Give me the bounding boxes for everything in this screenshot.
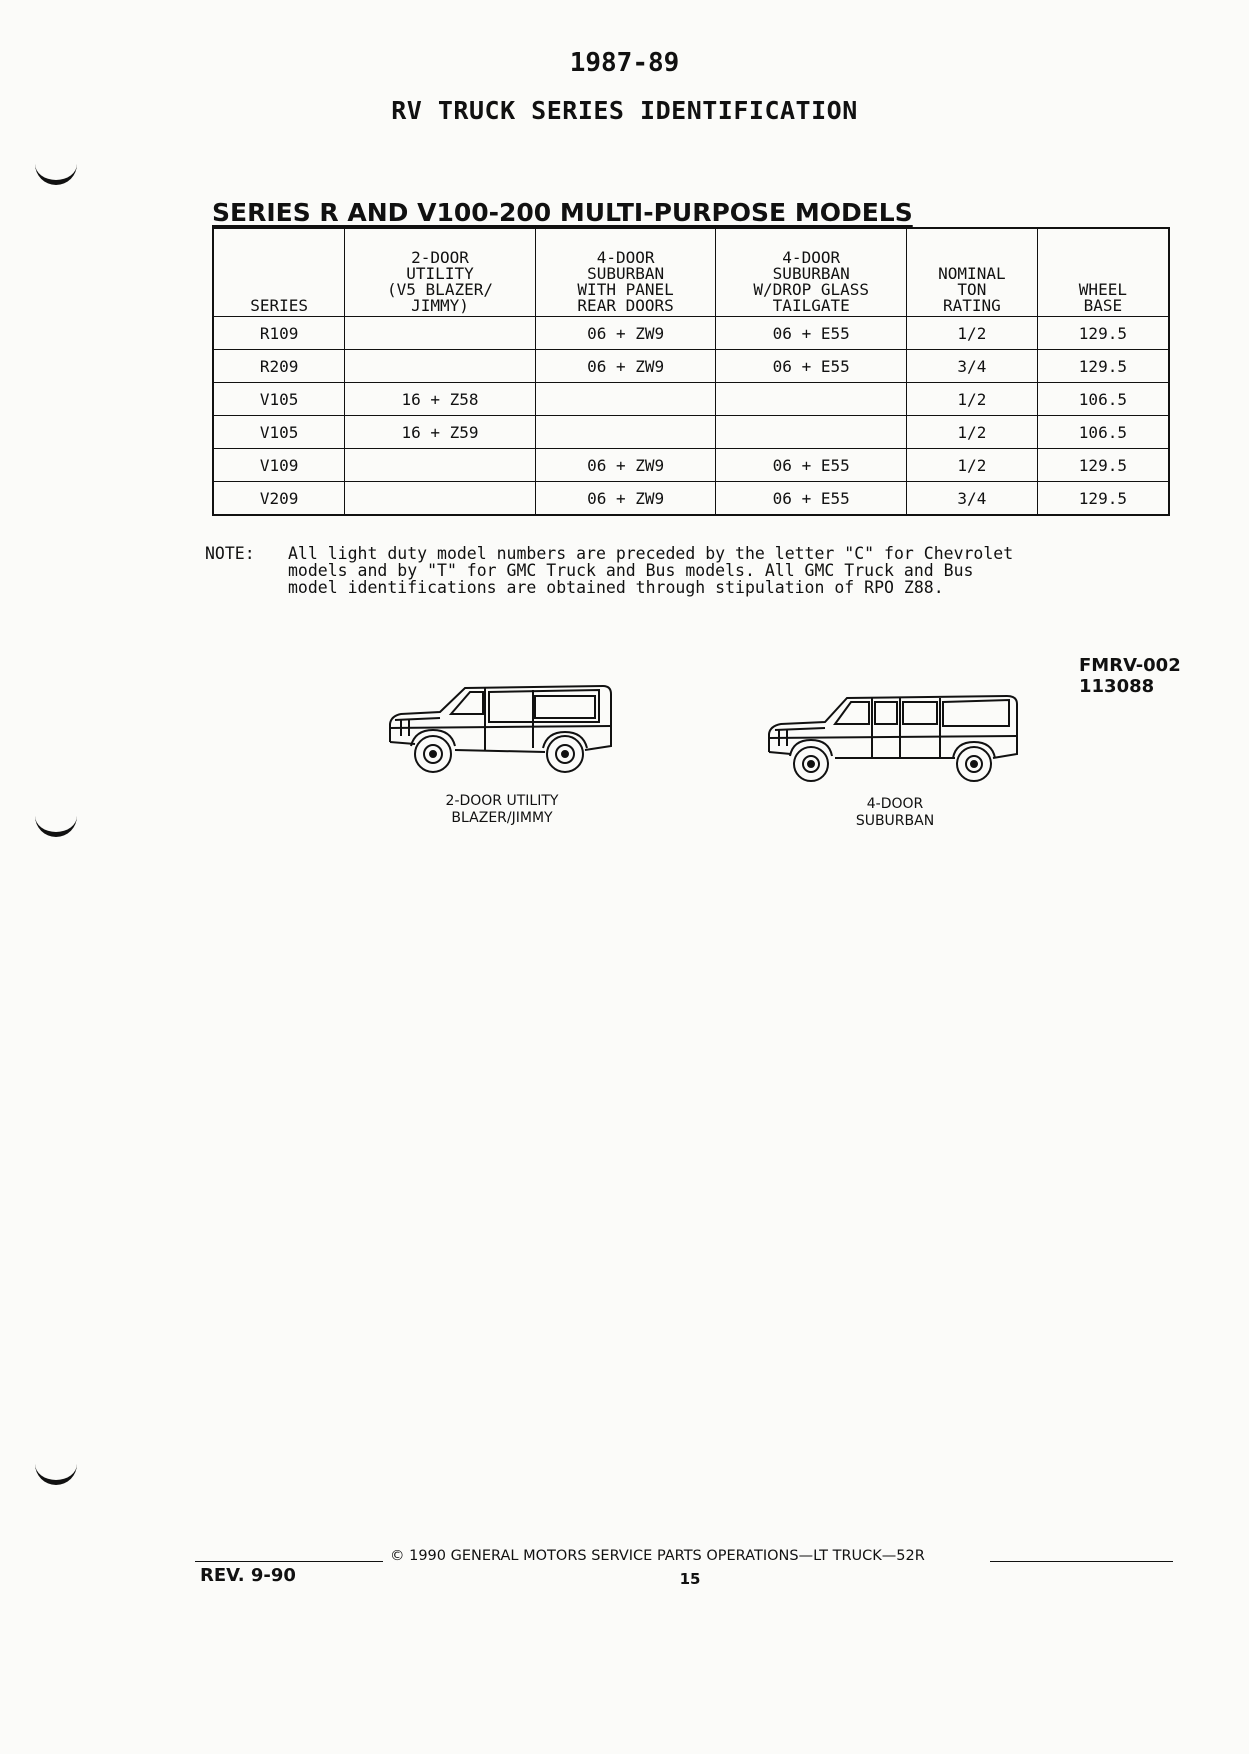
table-cell: V209 <box>213 482 345 516</box>
table-row <box>213 350 1169 383</box>
table-row <box>213 416 1169 449</box>
note-text: All light duty model numbers are preceded by the letter "C" for Chevrolet models and by "T" for GMC Truck and Bus models. All GMC Truck and Bus model identifications are obtained through stipulation of RPO Z88. <box>288 544 1014 597</box>
note-label: NOTE: <box>205 544 255 563</box>
table-cell: 129.5 <box>1037 449 1169 482</box>
table-cell: V105 <box>213 416 345 449</box>
table-row <box>213 317 1169 350</box>
col-header-suburban-panel: 4-DOOR SUBURBAN WITH PANEL REAR DOORS <box>535 228 716 317</box>
table-cell: 129.5 <box>1037 482 1169 516</box>
table-cell: 06 + E55 <box>716 449 907 482</box>
table-cell: 3/4 <box>907 350 1038 383</box>
table-cell: 06 + E55 <box>716 317 907 350</box>
table-cell: R209 <box>213 350 345 383</box>
table-cell: 129.5 <box>1037 317 1169 350</box>
table-cell: V109 <box>213 449 345 482</box>
footer-copyright: © 1990 GENERAL MOTORS SERVICE PARTS OPERATIONS—LT TRUCK—52R <box>390 1548 925 1564</box>
col-header-suburban-tailgate: 4-DOOR SUBURBAN W/DROP GLASS TAILGATE <box>716 228 907 317</box>
binder-punch-mark <box>35 814 77 837</box>
table-cell: 16 + Z59 <box>345 416 536 449</box>
table-cell: 1/2 <box>907 449 1038 482</box>
table-cell: V105 <box>213 383 345 416</box>
table-cell: 129.5 <box>1037 350 1169 383</box>
table-cell <box>345 449 536 482</box>
suburban-truck-icon <box>765 692 1025 792</box>
document-code <box>1079 655 1181 697</box>
document-code-line2: 113088 <box>1079 676 1155 697</box>
binder-punch-mark <box>35 162 77 185</box>
page-title: RV TRUCK SERIES IDENTIFICATION <box>391 96 858 125</box>
series-table <box>212 227 1170 516</box>
table-cell: 1/2 <box>907 317 1038 350</box>
document-code-line1: FMRV-002 <box>1079 655 1181 676</box>
table-row <box>213 482 1169 516</box>
table-title: SERIES R AND V100-200 MULTI-PURPOSE MODELS <box>212 198 913 227</box>
table-cell <box>345 317 536 350</box>
table-cell: 06 + ZW9 <box>535 482 716 516</box>
table-cell <box>345 350 536 383</box>
table-cell: 1/2 <box>907 416 1038 449</box>
col-header-ton-rating: NOMINAL TON RATING <box>907 228 1038 317</box>
table-cell: 106.5 <box>1037 416 1169 449</box>
footer-rule-right <box>990 1561 1173 1562</box>
table-cell <box>535 383 716 416</box>
blazer-truck-icon <box>385 680 615 785</box>
table-row <box>213 383 1169 416</box>
table-cell: 06 + E55 <box>716 482 907 516</box>
table-cell <box>716 383 907 416</box>
col-header-2door-utility: 2-DOOR UTILITY (V5 BLAZER/ JIMMY) <box>345 228 536 317</box>
blazer-caption: 2-DOOR UTILITY BLAZER/JIMMY <box>445 793 559 826</box>
footer-rule-left <box>195 1561 383 1562</box>
binder-punch-mark <box>35 1462 77 1485</box>
table-cell: 1/2 <box>907 383 1038 416</box>
table-cell <box>716 416 907 449</box>
table-cell: 106.5 <box>1037 383 1169 416</box>
table-cell: 06 + E55 <box>716 350 907 383</box>
table-row <box>213 449 1169 482</box>
page-years: 1987-89 <box>569 48 680 78</box>
col-header-wheel-base: WHEEL BASE <box>1037 228 1169 317</box>
col-header-series: SERIES <box>213 228 345 317</box>
suburban-caption: 4-DOOR SUBURBAN <box>855 796 935 829</box>
table-header-row <box>213 228 1169 317</box>
page-number: 15 <box>679 1570 701 1588</box>
revision-label: REV. 9-90 <box>200 1565 296 1586</box>
table-cell: 06 + ZW9 <box>535 317 716 350</box>
table-cell: 3/4 <box>907 482 1038 516</box>
table-cell <box>535 416 716 449</box>
table-cell: 06 + ZW9 <box>535 449 716 482</box>
table-cell <box>345 482 536 516</box>
table-cell: 16 + Z58 <box>345 383 536 416</box>
table-cell: 06 + ZW9 <box>535 350 716 383</box>
table-cell: R109 <box>213 317 345 350</box>
